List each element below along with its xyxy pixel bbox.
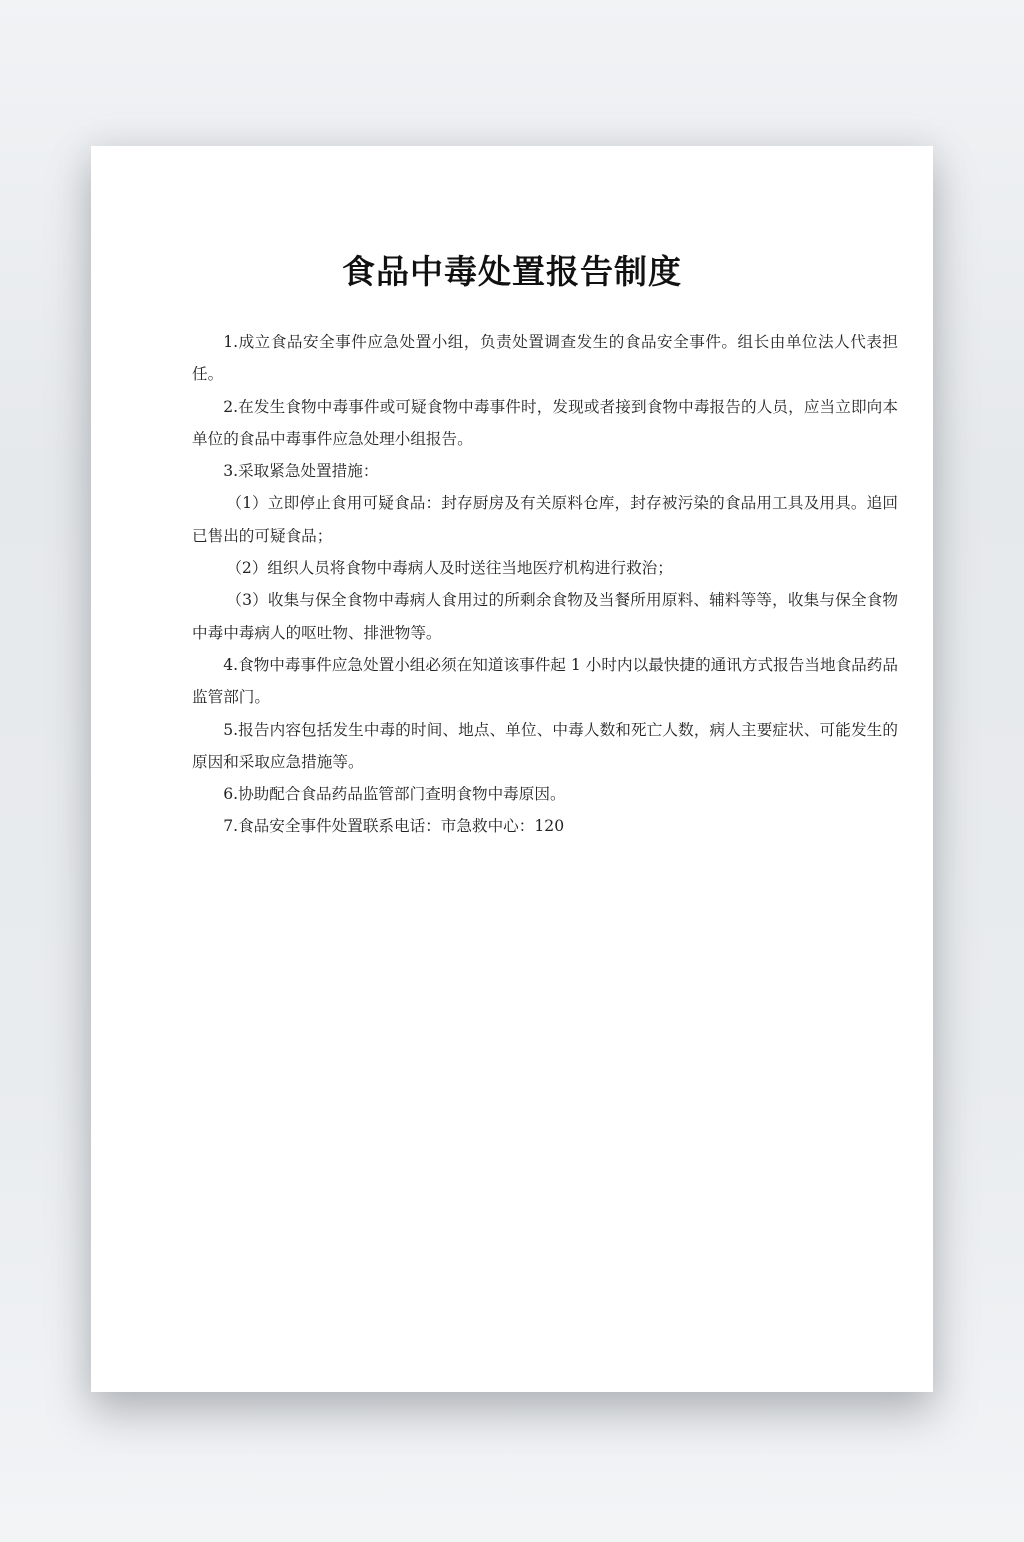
document-page (91, 146, 933, 1392)
paragraph-7: 7.食品安全事件处置联系电话：市急救中心：120 (223, 817, 565, 836)
paragraph-3-3: （3）收集与保全食物中毒病人食用过的所剩余食物及当餐所用原料、辅料等等，收集与保全食物中毒中毒病人的呕吐物、排泄物等。 (192, 591, 898, 642)
paragraph-3-2: （2）组织人员将食物中毒病人及时送往当地医疗机构进行救治； (226, 559, 673, 578)
paragraph-5: 5.报告内容包括发生中毒的时间、地点、单位、中毒人数和死亡人数，病人主要症状、可能发生的原因和采取应急措施等。 (192, 720, 898, 771)
paragraph-3: 3.采取紧急处置措施： (223, 462, 379, 481)
paragraph-3-1: （1）立即停止食用可疑食品：封存厨房及有关原料仓库，封存被污染的食品用工具及用具。追回已售出的可疑食品； (192, 494, 898, 545)
paragraph-2: 2.在发生食物中毒事件或可疑食物中毒事件时，发现或者接到食物中毒报告的人员，应当立即向本单位的食品中毒事件应急处理小组报告。 (192, 397, 898, 448)
paragraph-4: 4.食物中毒事件应急处置小组必须在知道该事件起 1 小时内以最快捷的通讯方式报告当地食品药品监管部门。 (192, 655, 898, 707)
paragraph-1: 1.成立食品安全事件应急处置小组，负责处置调查发生的食品安全事件。组长由单位法人代表担任。 (192, 333, 898, 384)
document-title: 食品中毒处置报告制度 (342, 252, 682, 291)
document-body (192, 326, 898, 843)
paragraph-6: 6.协助配合食品药品监管部门查明食物中毒原因。 (223, 785, 566, 804)
